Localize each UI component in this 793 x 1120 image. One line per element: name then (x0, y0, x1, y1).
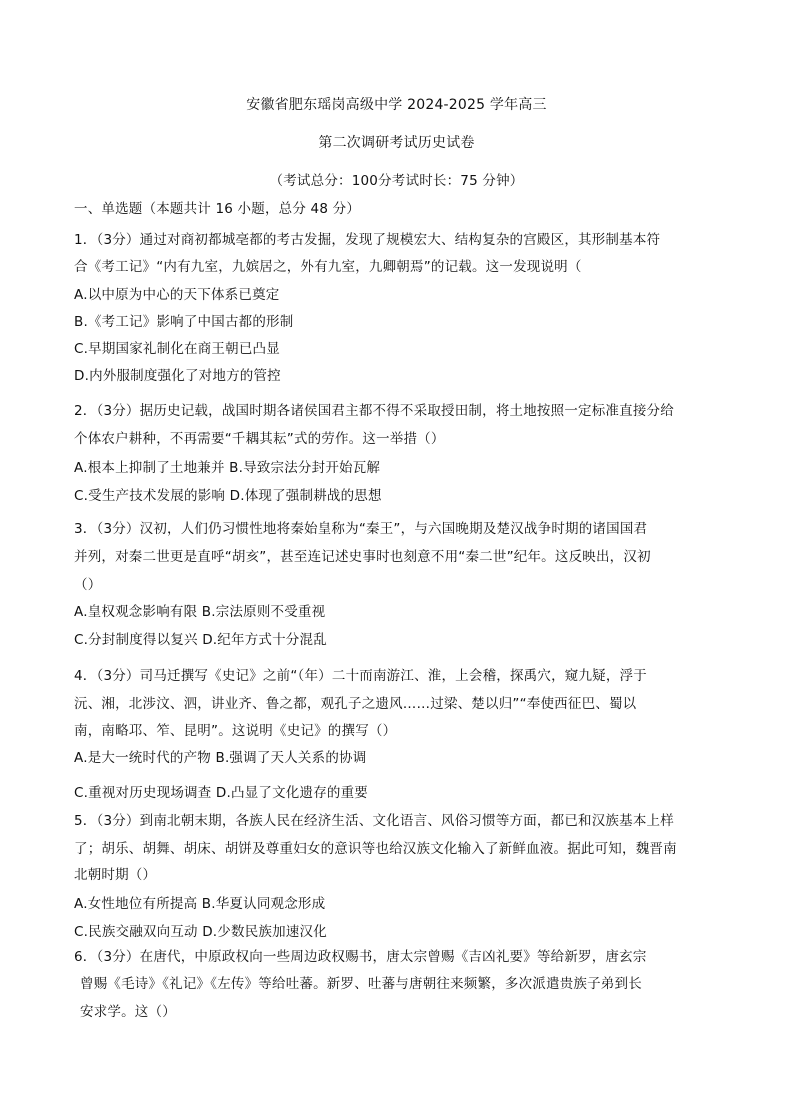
question-4-option-cd: C.重视对历史现场调查 D.凸显了文化遗存的重要 (74, 785, 368, 801)
exam-title-line1: 安徽省肥东瑶岗高级中学 2024-2025 学年高三 (246, 97, 547, 113)
question-1-stem-line2: 合《考工记》“内有九室，九嫔居之，外有九室，九卿朝焉”的记载。这一发现说明（ (74, 259, 582, 275)
question-4-stem-line3: 南，南略邛、笮、昆明”。这说明《史记》的撰写（） (74, 723, 397, 739)
question-2-stem-line2: 个体农户耕种，不再需要“千耦其耘”式的劳作。这一举措（） (74, 431, 445, 447)
question-2-stem-line1: 2．（3分）据历史记载，战国时期各诸侯国君主都不得不采取授田制，将土地按照一定标准直接分给 (74, 403, 674, 419)
question-5-stem-line2: 了；胡乐、胡舞、胡床、胡饼及尊重妇女的意识等也给汉族文化输入了新鲜血液。据此可知，魏晋南 (74, 841, 677, 857)
question-1-option-b: B.《考工记》影响了中国古都的形制 (74, 314, 294, 330)
question-1-stem-line1: 1．（3分）通过对商初都城亳都的考古发掘，发现了规模宏大、结构复杂的宫殿区，其形制基本符 (74, 232, 661, 248)
exam-info: （考试总分：100分考试时长：75 分钟） (269, 173, 524, 189)
exam-title-line2: 第二次调研考试历史试卷 (318, 135, 475, 151)
question-2-option-ab: A.根本上抑制了土地兼并 B.导致宗法分封开始瓦解 (74, 460, 381, 476)
question-5-option-cd: C.民族交融双向互动 D.少数民族加速汉化 (74, 924, 327, 940)
question-5-stem-line1: 5．（3分）到南北朝末期，各族人民在经济生活、文化语言、风俗习惯等方面，都已和汉族基本上样 (74, 813, 674, 829)
question-6-stem-line2: 曾赐《毛诗》《礼记》《左传》等给吐蕃。新罗、吐蕃与唐朝往来频繁，多次派遣贵族子弟到长 (80, 976, 642, 992)
section-heading: 一、单选题（本题共计 16 小题，总分 48 分） (74, 201, 361, 217)
question-4-option-ab: A.是大一统时代的产物 B.强调了天人关系的协调 (74, 750, 367, 766)
question-4-stem-line1: 4．（3分）司马迁撰写《史记》之前“（年）二十而南游江、淮，上会稽，探禹穴，窥九疑，浮于 (74, 668, 647, 684)
question-6-stem-line3: 安求学。这（） (80, 1004, 176, 1020)
question-6-stem-line1: 6．（3分）在唐代，中原政权向一些周边政权赐书，唐太宗曾赐《吉凶礼要》等给新罗，唐玄宗 (74, 949, 647, 965)
question-5-option-ab: A.女性地位有所提高 B.华夏认同观念形成 (74, 896, 326, 912)
question-1-option-c: C.早期国家礼制化在商王朝已凸显 (74, 341, 280, 357)
question-3-option-ab: A.皇权观念影响有限 B.宗法原则不受重视 (74, 604, 326, 620)
question-4-stem-line2: 沅、湘，北涉汶、泗，讲业齐、鲁之都，观孔子之遗风……过梁、楚以归”“奉使西征巴、蜀以 (74, 696, 637, 712)
question-3-stem-line2: 并列，对秦二世更是直呼“胡亥”，甚至连记述史事时也刻意不用“秦二世”纪年。这反映出，汉初 (74, 549, 651, 565)
question-2-option-cd: C.受生产技术发展的影响 D.体现了强制耕战的思想 (74, 488, 382, 504)
question-5-stem-line3: 北朝时期（） (74, 867, 157, 883)
question-3-stem-line3: （） (74, 577, 102, 593)
question-1-option-d: D.内外服制度强化了对地方的管控 (74, 368, 281, 384)
question-3-stem-line1: 3．（3分）汉初，人们仍习惯性地将秦始皇称为“秦王”，与六国晚期及楚汉战争时期的诸国国君 (74, 521, 648, 537)
question-1-option-a: A.以中原为中心的天下体系已奠定 (74, 287, 280, 303)
question-3-option-cd: C.分封制度得以复兴 D.纪年方式十分混乱 (74, 632, 327, 648)
